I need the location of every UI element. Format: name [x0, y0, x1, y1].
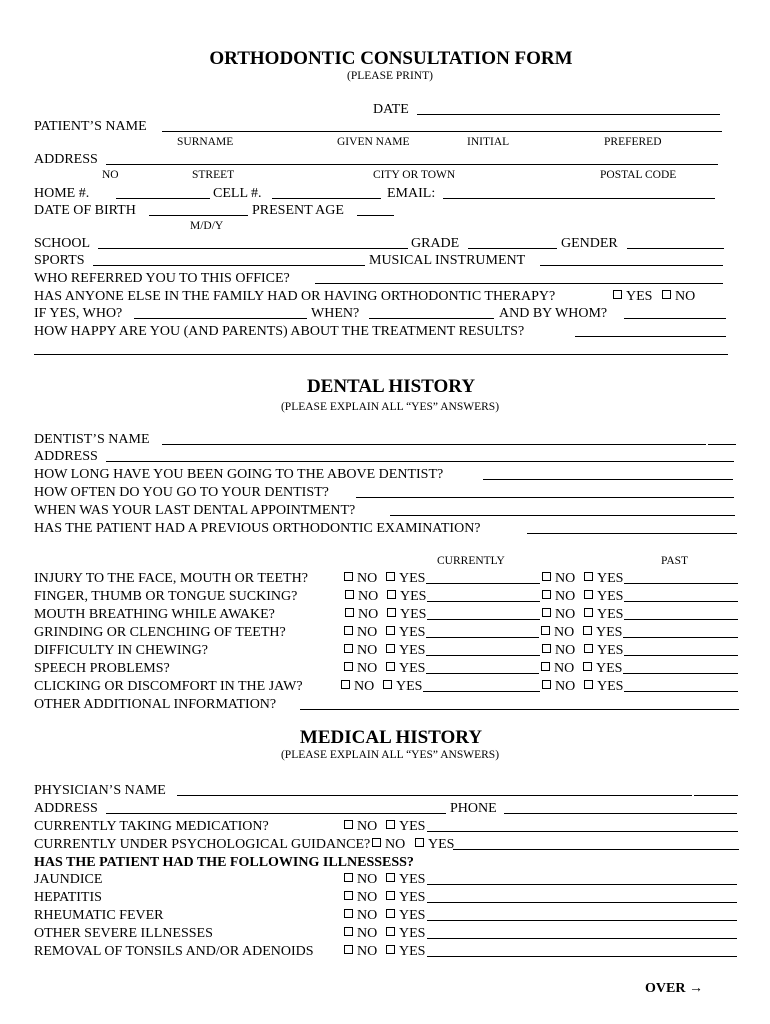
physician-address-row: [34, 800, 740, 817]
illness-yes-option[interactable]: YES: [386, 943, 425, 960]
past-explain-field[interactable]: [624, 588, 738, 602]
previous-exam-row: [34, 520, 740, 537]
illness-yes-option[interactable]: YES: [386, 889, 425, 906]
caption-postal: POSTAL CODE: [600, 169, 677, 181]
music-label: MUSICAL INSTRUMENT: [369, 253, 526, 268]
form-subtitle: (PLEASE PRINT): [347, 70, 433, 82]
dental-question-row: [34, 588, 740, 605]
currently-header: CURRENTLY: [437, 555, 505, 567]
caption-surname: SURNAME: [177, 136, 234, 148]
checkbox-icon: [386, 644, 395, 653]
checkbox-icon: [583, 626, 592, 635]
phone-label: PHONE: [450, 801, 497, 816]
last-appointment-row: [34, 502, 740, 519]
family-label: HAS ANYONE ELSE IN THE FAMILY HAD OR HAVING ORTHODONTIC THERAPY?: [34, 289, 556, 304]
dental-question-row: [34, 570, 740, 587]
checkbox-icon: [386, 927, 395, 936]
medication-row: [34, 818, 740, 835]
current-explain-field[interactable]: [427, 606, 540, 620]
current-explain-field[interactable]: [426, 660, 539, 674]
ifyes-row: [34, 305, 740, 322]
family-yes[interactable]: YES: [613, 288, 652, 305]
past-no-option[interactable]: NO: [541, 624, 574, 641]
family-no[interactable]: NO: [662, 288, 695, 305]
current-yes-option[interactable]: YES: [387, 588, 426, 605]
past-explain-field[interactable]: [624, 642, 738, 656]
illness-yes-option[interactable]: YES: [386, 907, 425, 924]
happy-label: HOW HAPPY ARE YOU (AND PARENTS) ABOUT THE TREATMENT RESULTS?: [34, 324, 525, 339]
caption-prefered: PREFERED: [604, 136, 662, 148]
illness-no-option[interactable]: NO: [344, 943, 377, 960]
phone-field[interactable]: [504, 800, 737, 814]
checkbox-icon: [344, 945, 353, 954]
checkbox-icon: [386, 873, 395, 882]
dob-row: [34, 202, 740, 219]
patient-name-label: PATIENT’S NAME: [34, 119, 147, 134]
checkbox-icon: [583, 662, 592, 671]
howlong-field[interactable]: [483, 466, 733, 480]
dental-question-label: MOUTH BREATHING WHILE AWAKE?: [34, 607, 275, 622]
when-label: WHEN?: [311, 306, 360, 321]
grade-label: GRADE: [411, 236, 460, 251]
caption-city: CITY OR TOWN: [373, 169, 456, 181]
phone-row: [34, 185, 740, 202]
past-explain-field[interactable]: [624, 570, 738, 584]
current-no-option[interactable]: NO: [345, 606, 378, 623]
past-no-option[interactable]: NO: [542, 588, 575, 605]
checkbox-icon: [386, 626, 395, 635]
checkbox-icon: [345, 608, 354, 617]
bywhom-label: AND BY WHOM?: [499, 306, 608, 321]
referred-label: WHO REFERRED YOU TO THIS OFFICE?: [34, 271, 290, 286]
dob-label: DATE OF BIRTH: [34, 203, 136, 218]
illness-row: [34, 907, 740, 924]
dentist-address-field[interactable]: [106, 448, 734, 462]
happy-field-2[interactable]: [34, 341, 728, 355]
age-field[interactable]: [357, 202, 394, 216]
illness-explain-field[interactable]: [427, 889, 737, 903]
when-field[interactable]: [369, 305, 494, 319]
checkbox-icon: [584, 608, 593, 617]
other-info-field[interactable]: [300, 696, 739, 710]
psych-label: CURRENTLY UNDER PSYCHOLOGICAL GUIDANCE?: [34, 837, 371, 852]
address-field[interactable]: [106, 151, 718, 165]
current-no-option[interactable]: NO: [344, 642, 377, 659]
checkbox-icon: [584, 644, 593, 653]
sports-field[interactable]: [93, 252, 365, 266]
illness-label: HEPATITIS: [34, 890, 102, 905]
dental-question-row: [34, 660, 740, 677]
referred-row: [34, 270, 740, 287]
current-yes-option[interactable]: YES: [387, 606, 426, 623]
illness-explain-field[interactable]: [427, 943, 737, 957]
gender-field[interactable]: [627, 235, 724, 249]
address-row: [34, 151, 740, 168]
checkbox-icon: [344, 891, 353, 900]
past-yes-option[interactable]: YES: [584, 588, 623, 605]
checkbox-icon: [415, 838, 424, 847]
checkbox-icon: [345, 590, 354, 599]
checkbox-icon: [386, 662, 395, 671]
illness-no-option[interactable]: NO: [344, 907, 377, 924]
sports-row: [34, 252, 740, 269]
current-explain-field[interactable]: [426, 624, 539, 638]
happy-field[interactable]: [575, 323, 726, 337]
caption-mdy: M/D/Y: [190, 220, 224, 232]
medication-no[interactable]: NO: [344, 818, 377, 835]
howoften-label: HOW OFTEN DO YOU GO TO YOUR DENTIST?: [34, 485, 329, 500]
checkbox-icon: [344, 644, 353, 653]
current-explain-field[interactable]: [426, 642, 540, 656]
illness-explain-field[interactable]: [427, 907, 737, 921]
checkbox-icon: [386, 909, 395, 918]
checkbox-icon: [344, 626, 353, 635]
current-explain-field[interactable]: [427, 588, 540, 602]
illness-row: [34, 889, 740, 906]
current-yes-option[interactable]: YES: [386, 624, 425, 641]
current-yes-option[interactable]: YES: [386, 570, 425, 587]
dental-title: DENTAL HISTORY: [306, 376, 476, 397]
checkbox-icon: [584, 572, 593, 581]
checkbox-icon: [542, 644, 551, 653]
date-row: [34, 101, 740, 118]
footer-row: [34, 980, 740, 997]
current-explain-field[interactable]: [426, 570, 540, 584]
past-explain-field[interactable]: [623, 660, 738, 674]
illness-explain-field[interactable]: [427, 871, 737, 885]
psych-field[interactable]: [453, 836, 739, 850]
age-label: PRESENT AGE: [252, 203, 344, 218]
checkbox-icon: [541, 662, 550, 671]
gender-label: GENDER: [561, 236, 618, 251]
checkbox-icon: [341, 680, 350, 689]
past-no-option[interactable]: NO: [542, 678, 575, 695]
checkbox-icon: [542, 608, 551, 617]
checkbox-icon: [613, 290, 622, 299]
email-label: EMAIL:: [387, 186, 436, 201]
physician-label: PHYSICIAN’S NAME: [34, 783, 166, 798]
psych-yes[interactable]: YES: [415, 836, 454, 853]
howlong-label: HOW LONG HAVE YOU BEEN GOING TO THE ABOVE DENTIST?: [34, 467, 444, 482]
current-no-option[interactable]: NO: [345, 588, 378, 605]
checkbox-icon: [344, 662, 353, 671]
current-yes-option[interactable]: YES: [386, 642, 425, 659]
past-no-option[interactable]: NO: [542, 642, 575, 659]
illness-no-option[interactable]: NO: [344, 871, 377, 888]
illness-label: OTHER SEVERE ILLNESSES: [34, 926, 213, 941]
howlong-row: [34, 466, 740, 483]
checkbox-icon: [541, 626, 550, 635]
past-explain-field[interactable]: [623, 624, 738, 638]
family-row: [34, 288, 740, 305]
checkbox-icon: [387, 590, 396, 599]
cell-field[interactable]: [272, 185, 381, 199]
home-label: HOME #.: [34, 186, 90, 201]
patient-name-field[interactable]: [162, 118, 722, 132]
caption-no: NO: [102, 169, 119, 181]
last-appointment-label: WHEN WAS YOUR LAST DENTAL APPOINTMENT?: [34, 503, 356, 518]
dental-question-row: [34, 642, 740, 659]
illness-row: [34, 925, 740, 942]
caption-street: STREET: [192, 169, 235, 181]
checkbox-icon: [344, 873, 353, 882]
dentist-address-label: ADDRESS: [34, 449, 98, 464]
previous-exam-field[interactable]: [527, 520, 737, 534]
medication-label: CURRENTLY TAKING MEDICATION?: [34, 819, 269, 834]
home-field[interactable]: [116, 185, 210, 199]
past-header: PAST: [661, 555, 689, 567]
medical-title: MEDICAL HISTORY: [299, 727, 483, 748]
date-field[interactable]: [417, 101, 720, 115]
current-no-option[interactable]: NO: [344, 570, 377, 587]
illness-no-option[interactable]: NO: [344, 925, 377, 942]
checkbox-icon: [344, 820, 353, 829]
other-info-row: [34, 696, 740, 713]
grade-field[interactable]: [468, 235, 557, 249]
past-explain-field[interactable]: [624, 606, 738, 620]
address-label: ADDRESS: [34, 152, 98, 167]
past-yes-option[interactable]: YES: [584, 606, 623, 623]
ifyes-field[interactable]: [134, 305, 307, 319]
checkbox-icon: [387, 608, 396, 617]
checkbox-icon: [542, 572, 551, 581]
dental-question-row: [34, 606, 740, 623]
cell-label: CELL #.: [213, 186, 262, 201]
sports-label: SPORTS: [34, 253, 85, 268]
dob-field[interactable]: [149, 202, 248, 216]
caption-given-name: GIVEN NAME: [337, 136, 410, 148]
past-yes-option[interactable]: YES: [583, 660, 622, 677]
school-field[interactable]: [98, 235, 408, 249]
happy-row: [34, 323, 740, 340]
bywhom-field[interactable]: [624, 305, 726, 319]
illnesses-heading-row: [34, 854, 740, 871]
dentist-row: [34, 431, 740, 448]
checkbox-icon: [386, 945, 395, 954]
dental-question-row: [34, 624, 740, 641]
past-yes-option[interactable]: YES: [584, 642, 623, 659]
checkbox-icon: [383, 680, 392, 689]
checkbox-icon: [386, 820, 395, 829]
checkbox-icon: [386, 572, 395, 581]
dental-question-row: [34, 678, 740, 695]
current-no-option[interactable]: NO: [344, 660, 377, 677]
medication-yes[interactable]: YES: [386, 818, 425, 835]
dentist-address-row: [34, 448, 740, 465]
medical-subtitle: (PLEASE EXPLAIN ALL “YES” ANSWERS): [280, 749, 500, 761]
school-row: [34, 235, 740, 252]
illness-yes-option[interactable]: YES: [386, 871, 425, 888]
medication-field[interactable]: [427, 818, 738, 832]
caption-initial: INITIAL: [467, 136, 510, 148]
illnesses-heading: HAS THE PATIENT HAD THE FOLLOWING ILLNESSESS?: [34, 855, 414, 870]
dental-question-label: GRINDING OR CLENCHING OF TEETH?: [34, 625, 286, 640]
past-explain-field[interactable]: [624, 678, 738, 692]
checkbox-icon: [344, 572, 353, 581]
over-label: OVER →: [645, 981, 703, 996]
illness-no-option[interactable]: NO: [344, 889, 377, 906]
physician-address-field[interactable]: [106, 800, 446, 814]
howoften-field[interactable]: [356, 484, 734, 498]
dental-subtitle: (PLEASE EXPLAIN ALL “YES” ANSWERS): [280, 401, 500, 413]
dental-question-label: FINGER, THUMB OR TONGUE SUCKING?: [34, 589, 298, 604]
illness-row: [34, 871, 740, 888]
physician-field-2[interactable]: [694, 782, 738, 796]
dental-question-label: DIFFICULTY IN CHEWING?: [34, 643, 208, 658]
illness-explain-field[interactable]: [427, 925, 737, 939]
physician-field[interactable]: [177, 782, 692, 796]
past-no-option[interactable]: NO: [541, 660, 574, 677]
dentist-field[interactable]: [162, 431, 706, 445]
checkbox-icon: [584, 680, 593, 689]
past-yes-option[interactable]: YES: [584, 678, 623, 695]
psych-row: [34, 836, 740, 853]
other-info-label: OTHER ADDITIONAL INFORMATION?: [34, 697, 277, 712]
school-label: SCHOOL: [34, 236, 91, 251]
dentist-label: DENTIST’S NAME: [34, 432, 150, 447]
patient-name-row: [34, 118, 740, 135]
checkbox-icon: [344, 909, 353, 918]
past-no-option[interactable]: NO: [542, 606, 575, 623]
physician-row: [34, 782, 740, 799]
dental-question-label: CLICKING OR DISCOMFORT IN THE JAW?: [34, 679, 303, 694]
checkbox-icon: [542, 680, 551, 689]
checkbox-icon: [386, 891, 395, 900]
date-label: DATE: [373, 102, 409, 117]
illness-yes-option[interactable]: YES: [386, 925, 425, 942]
checkbox-icon: [344, 927, 353, 936]
checkbox-icon: [542, 590, 551, 599]
illness-label: RHEUMATIC FEVER: [34, 908, 164, 923]
current-no-option[interactable]: NO: [344, 624, 377, 641]
psych-no[interactable]: NO: [372, 836, 405, 853]
last-appointment-field[interactable]: [390, 502, 735, 516]
current-yes-option[interactable]: YES: [383, 678, 422, 695]
current-no-option[interactable]: NO: [341, 678, 374, 695]
illness-label: JAUNDICE: [34, 872, 103, 887]
past-no-option[interactable]: NO: [542, 570, 575, 587]
dental-question-label: SPEECH PROBLEMS?: [34, 661, 170, 676]
dental-question-label: INJURY TO THE FACE, MOUTH OR TEETH?: [34, 571, 308, 586]
past-yes-option[interactable]: YES: [584, 570, 623, 587]
dentist-field-2[interactable]: [708, 431, 736, 445]
physician-address-label: ADDRESS: [34, 801, 98, 816]
current-explain-field[interactable]: [423, 678, 540, 692]
ifyes-label: IF YES, WHO?: [34, 306, 123, 321]
checkbox-icon: [372, 838, 381, 847]
checkbox-icon: [584, 590, 593, 599]
referred-field[interactable]: [315, 270, 723, 284]
checkbox-icon: [662, 290, 671, 299]
happy-row-2: [34, 341, 740, 358]
email-field[interactable]: [443, 185, 715, 199]
form-title: ORTHODONTIC CONSULTATION FORM: [209, 48, 573, 69]
music-field[interactable]: [540, 252, 723, 266]
illness-row: [34, 943, 740, 960]
previous-exam-label: HAS THE PATIENT HAD A PREVIOUS ORTHODONTIC EXAMINATION?: [34, 521, 481, 536]
howoften-row: [34, 484, 740, 501]
current-yes-option[interactable]: YES: [386, 660, 425, 677]
past-yes-option[interactable]: YES: [583, 624, 622, 641]
illness-label: REMOVAL OF TONSILS AND/OR ADENOIDS: [34, 944, 314, 959]
